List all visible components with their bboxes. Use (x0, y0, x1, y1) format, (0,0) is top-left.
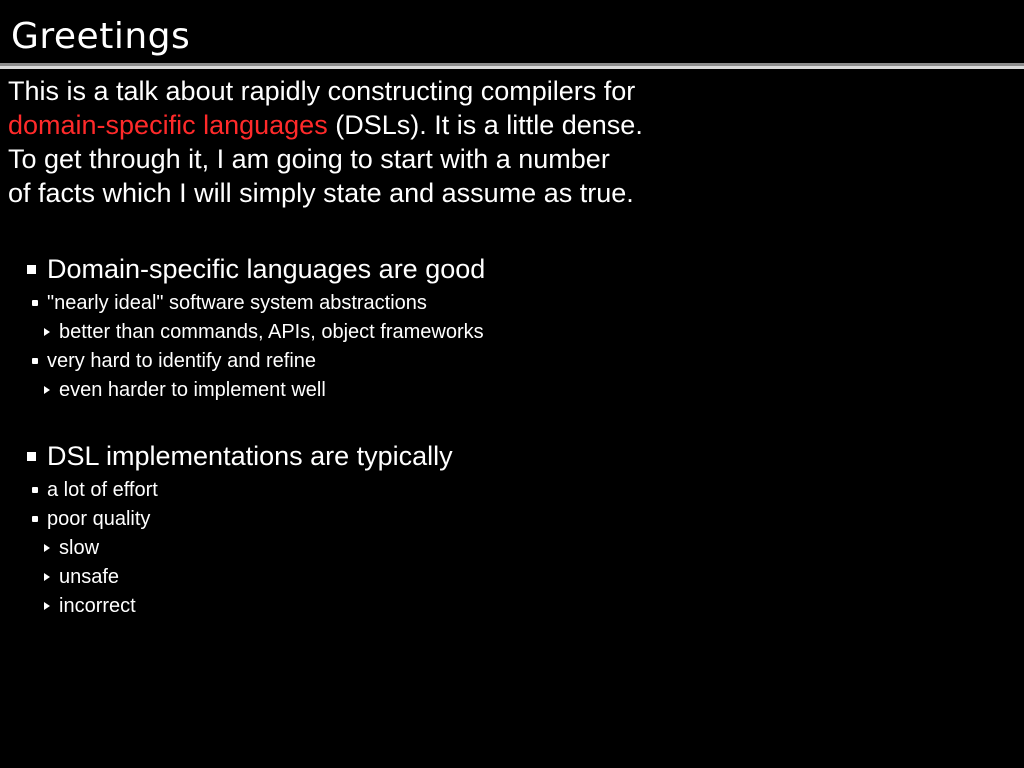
intro-highlight: domain-specific languages (8, 110, 328, 140)
triangle-bullet-icon (44, 544, 50, 552)
small-square-bullet-icon (32, 300, 38, 306)
list-item (47, 477, 158, 503)
square-bullet-icon (27, 452, 36, 461)
triangle-bullet-icon (44, 573, 50, 581)
section-heading-text: DSL implementations are typically (47, 441, 453, 471)
square-bullet-icon (27, 265, 36, 274)
intro-line-3: To get through it, I am going to start with a number (8, 144, 610, 174)
list-subitem (59, 564, 119, 590)
list-item-text: unsafe (59, 566, 120, 588)
intro-line-1: This is a talk about rapidly constructing compilers for (8, 76, 636, 106)
list-subitem (59, 593, 136, 619)
intro-paragraph (8, 74, 643, 210)
title-divider-light (0, 66, 1024, 69)
intro-line-2-rest: (DSLs). It is a little dense. (327, 110, 643, 140)
small-square-bullet-icon (32, 516, 38, 522)
list-item-text: incorrect (59, 595, 136, 617)
section-heading (47, 439, 453, 473)
list-item (47, 348, 316, 374)
list-item-text: even harder to implement well (59, 379, 326, 401)
small-square-bullet-icon (32, 487, 38, 493)
list-item-text: slow (59, 537, 100, 559)
list-subitem (59, 535, 99, 561)
section-heading (47, 252, 485, 286)
intro-line-2 (8, 108, 643, 142)
triangle-bullet-icon (44, 602, 50, 610)
list-item (47, 290, 427, 316)
list-subitem (59, 377, 326, 403)
list-item (47, 506, 150, 532)
small-square-bullet-icon (32, 358, 38, 364)
list-item-text: a lot of effort (47, 479, 158, 501)
list-item-text: "nearly ideal" software system abstractions (47, 292, 427, 314)
list-subitem (59, 319, 484, 345)
list-item-text: better than commands, APIs, object frameworks (59, 321, 484, 343)
list-item-text: very hard to identify and refine (47, 350, 317, 372)
triangle-bullet-icon (44, 328, 50, 336)
list-item-text: poor quality (47, 508, 151, 530)
intro-line-4: of facts which I will simply state and assume as true. (8, 178, 634, 208)
section-heading-text: Domain-specific languages are good (47, 254, 486, 284)
slide-title: Greetings (11, 16, 191, 57)
triangle-bullet-icon (44, 386, 50, 394)
